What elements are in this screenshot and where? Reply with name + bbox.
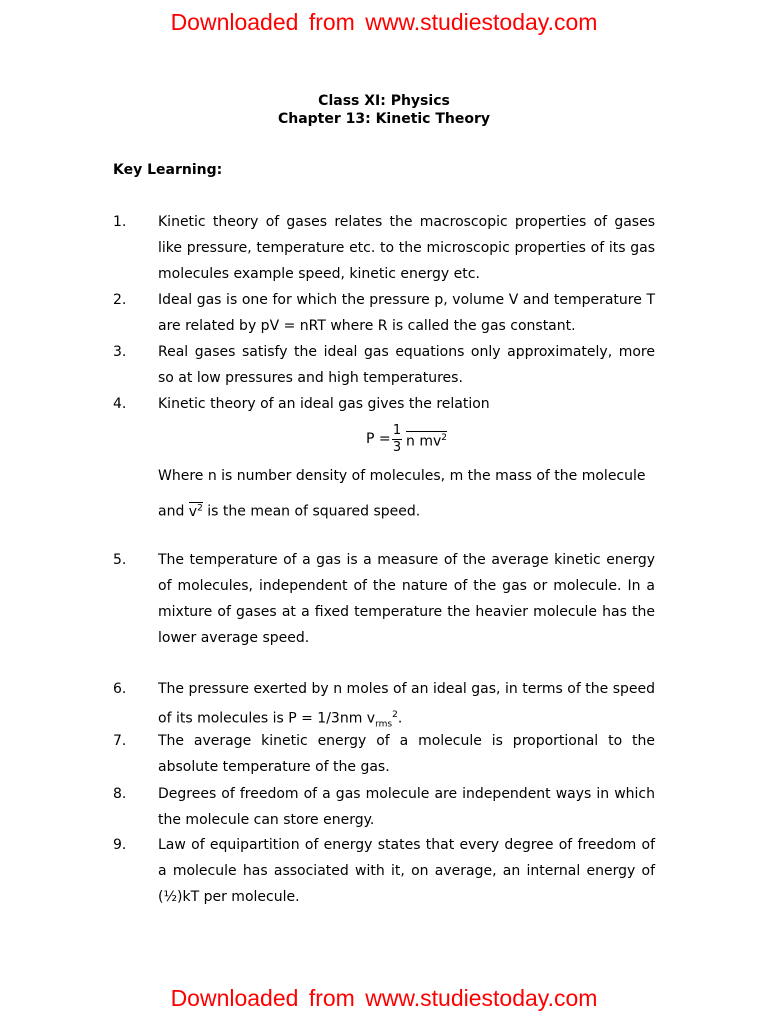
section-heading: Key Learning: <box>113 162 223 178</box>
equation-fraction <box>392 424 402 455</box>
item-text: The pressure exerted by n moles of an ideal gas, in terms of the speed of its molecules is P = 1/3nm $v_{rms}^2$. <box>158 681 655 730</box>
item-text: Where n is number density of molecules, m the mass of the molecule <box>158 468 646 484</box>
item-text: The average kinetic energy of a molecule is proportional to the absolute temperature of the gas. <box>158 733 655 775</box>
item-number: 7. <box>113 733 127 749</box>
item-number: 4. <box>113 396 127 412</box>
chapter-title: Chapter 13: Kinetic Theory <box>277 111 491 127</box>
list-item <box>113 728 655 780</box>
item-text: Law of equipartition of energy states that every degree of freedom of a molecule has associated with it, on average, an internal energy of (½)kT per molecule. <box>158 837 655 905</box>
item-text: and $v^2$ is the mean of squared speed. <box>158 503 421 520</box>
item-number: 5. <box>113 552 127 568</box>
header-banner: Downloaded from www.studiestoday.com <box>170 9 598 35</box>
item-4-continuation <box>113 495 655 525</box>
item-text: Degrees of freedom of a gas molecule are independent ways in which the molecule can store energy. <box>158 786 655 828</box>
v-squared-symbol: $v^2$ <box>188 503 203 520</box>
fraction-denominator: 3 <box>392 440 402 455</box>
equation-exponent: 2 <box>441 433 447 443</box>
item-number: 6. <box>113 681 127 697</box>
list-item <box>113 781 655 833</box>
item-number: 8. <box>113 786 127 802</box>
list-item <box>113 547 655 651</box>
list-item <box>113 209 655 287</box>
list-item <box>113 832 655 910</box>
footer-banner: Downloaded from www.studiestoday.com <box>170 985 598 1011</box>
list-item <box>113 287 655 339</box>
item-number: 9. <box>113 837 127 853</box>
item-number: 3. <box>113 344 127 360</box>
kinetic-pressure-equation <box>366 424 486 458</box>
item-text: The temperature of a gas is a measure of the average kinetic energy of molecules, independent of the nature of the gas or molecule. In a mixture of gases at a fixed temperature the heavier molecule has the lower average speed. <box>158 552 655 646</box>
item-number: 2. <box>113 292 127 308</box>
equation-rhs: n $mv^2$ <box>406 433 447 450</box>
equation-lhs: P = <box>366 431 391 447</box>
item-4-continuation <box>113 463 655 489</box>
item-text: Kinetic theory of an ideal gas gives the relation <box>158 396 490 412</box>
class-title: Class XI: Physics <box>318 93 450 109</box>
fraction-numerator: 1 <box>392 423 402 438</box>
list-item <box>113 391 655 417</box>
item-number: 1. <box>113 214 127 230</box>
list-item <box>113 339 655 391</box>
item-text: Real gases satisfy the ideal gas equations only approximately, more so at low pressures and high temperatures. <box>158 344 655 386</box>
item-text: Ideal gas is one for which the pressure p, volume V and temperature T are related by pV = nRT where R is called the gas constant. <box>158 292 655 334</box>
item-text: Kinetic theory of gases relates the macroscopic properties of gases like pressure, temperature etc. to the microscopic properties of its gas molecules example speed, kinetic energy etc. <box>158 214 655 282</box>
document-title <box>0 92 768 128</box>
